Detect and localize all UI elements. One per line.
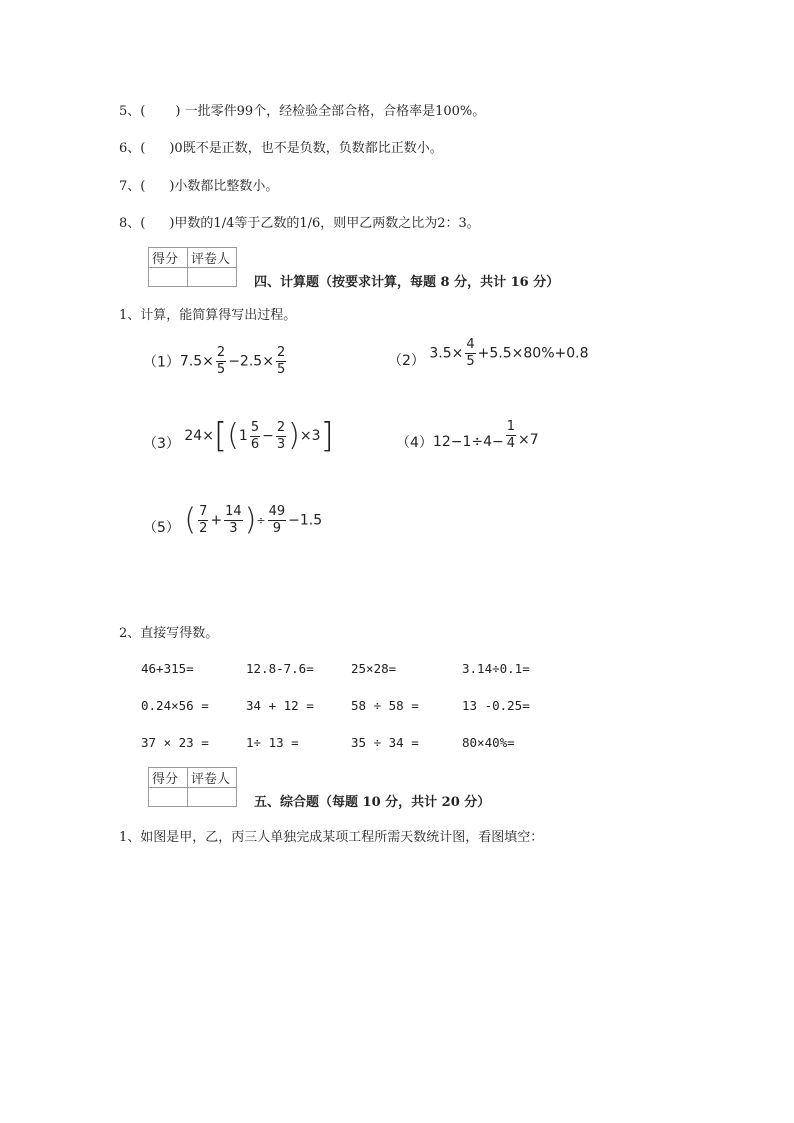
fraction: $\frac{2}{3}$ [276,419,286,452]
fraction: $\frac{5}{6}$ [250,419,260,452]
score-label: 得分 [149,248,188,268]
judge-item-6: 6、( )0既不是正数，也不是负数，负数都比正数小。 [119,141,443,156]
fraction: $\frac{1}{4}$ [506,418,516,451]
problem-1: （1）7.5× $\frac{2}{5}$ −2.5× $\frac{2}{5}$ [143,345,286,377]
score-box [148,247,237,287]
calc-item: 37 × 23 = [141,735,209,750]
section-4-title: 四、计算题（按要求计算，每题 8 分，共计 16 分） [254,275,560,290]
calc-item: 25×28= [351,661,397,676]
judge-text: 小数都比整数小。 [174,179,279,194]
calc-item: 58 ÷ 58 = [351,698,419,713]
judge-text: 一批零件99个，经检验全部合格，合格率是100%。 [184,104,486,119]
question-2-prompt: 2、直接写得数。 [119,626,219,641]
calc-item: 46+315= [141,661,194,676]
judge-item-7: 7、( )小数都比整数小。 [119,179,279,194]
section-5-title: 五、综合题（每题 10 分，共计 20 分） [254,795,491,810]
grader-label: 评卷人 [188,768,237,788]
score-cell[interactable] [149,788,188,807]
judge-text: 甲数的1/4等于乙数的1/6，则甲乙两数之比为2：3。 [174,216,480,231]
fraction: $\frac{7}{2}$ [199,504,208,536]
fraction: $\frac{14}{3}$ [225,504,242,536]
calc-item: 13 -0.25= [462,698,530,713]
calc-item: 3.14÷0.1= [462,661,530,676]
problem-3: （3） 24×[(1 $\frac{5}{6}$ − $\frac{2}{3}$ )×3] [143,416,334,456]
judge-item-8: 8、( )甲数的1/4等于乙数的1/6，则甲乙两数之比为2：3。 [119,216,480,231]
calc-item: 35 ÷ 34 = [351,735,419,750]
problem-4: （4）12−1÷4− $\frac{1}{4}$ ×7 [396,418,539,451]
fraction: $\frac{2}{5}$ [216,345,226,377]
score-label: 得分 [149,768,188,788]
grader-cell[interactable] [188,268,237,287]
calc-item: 34 + 12 = [246,698,314,713]
fraction: $\frac{49}{9}$ [268,504,286,536]
calc-item: 12.8-7.6= [246,661,314,676]
fraction: $\frac{2}{5}$ [276,345,286,377]
calc-item: 0.24×56 = [141,698,209,713]
score-cell[interactable] [149,268,188,287]
score-box [148,767,237,807]
problem-2: （2） 3.5× $\frac{4}{5}$ +5.5×80%+0.8 [388,337,589,369]
judge-text: 0既不是正数，也不是负数，负数都比正数小。 [174,141,443,156]
calc-item: 80×40%= [462,735,515,750]
fraction: $\frac{4}{5}$ [466,337,475,369]
grader-cell[interactable] [188,788,237,807]
question-1-prompt: 1、计算，能简算得写出过程。 [119,308,297,323]
calc-item: 1÷ 13 = [246,735,299,750]
section-5-question-1: 1、如图是甲，乙，丙三人单独完成某项工程所需天数统计图，看图填空： [119,830,544,845]
grader-label: 评卷人 [188,248,237,268]
problem-5: （5） ( $\frac{7}{2}$ + $\frac{14}{3}$ )÷ $\frac{49}{9}$ −1.5 [143,502,323,538]
judge-item-5: 5、( ) 一批零件99个，经检验全部合格，合格率是100%。 [119,104,486,119]
